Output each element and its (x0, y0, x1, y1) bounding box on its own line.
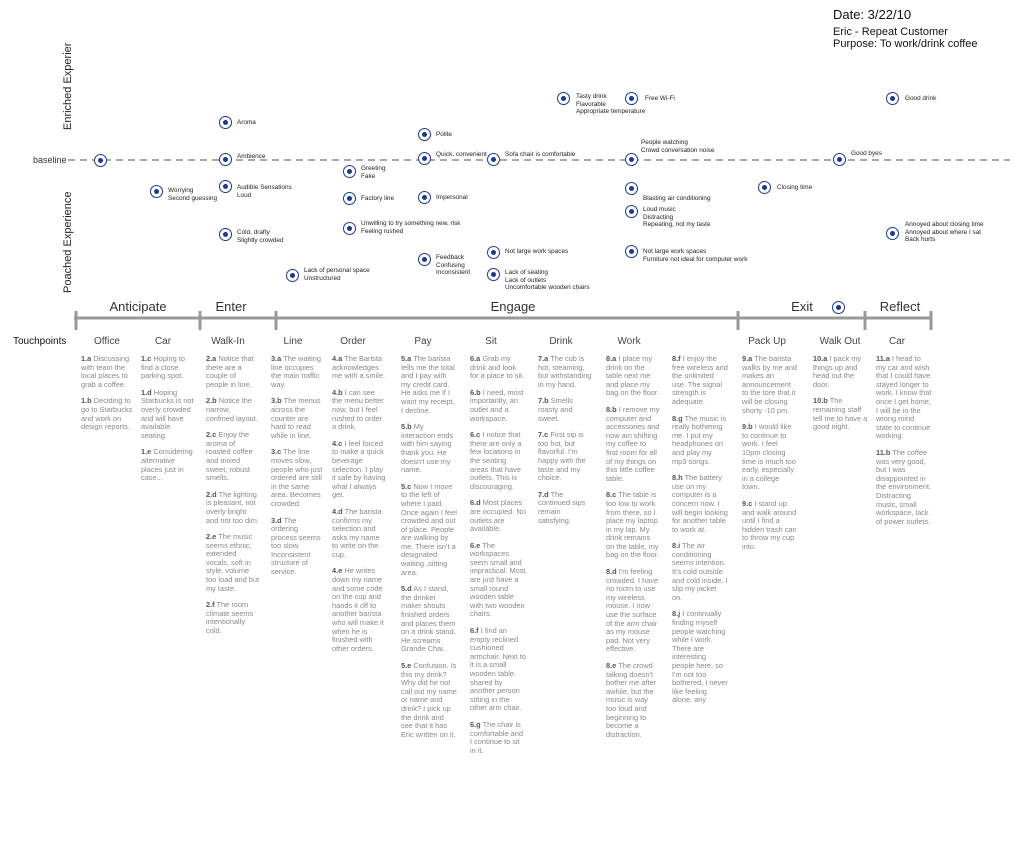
enriched-axis-label: Enriched Experier (62, 42, 74, 130)
note: 7.a The cub is hot, steaming, but withstanding in my hand. (538, 354, 592, 389)
notes-line (271, 355, 325, 585)
note: 2.b Notice the narrow, confined layout. (206, 396, 258, 423)
date-label: Date: 3/22/10 (833, 7, 912, 22)
baseline-label: baseline (33, 155, 67, 165)
touchpoint-line: Line (283, 336, 303, 347)
journey-point-label: Worrying Second guessing (168, 187, 218, 202)
journey-dot (219, 116, 232, 129)
customer-label: Eric - Repeat Customer (833, 26, 948, 38)
journey-dot (758, 181, 771, 194)
note: 6.e The workspaces seem small and impractical. Most are just have a small round wooden table with two wooden chairs. (470, 540, 526, 619)
journey-dot (487, 153, 500, 166)
journey-point-label: Not large work spaces (505, 248, 569, 255)
journey-point-label: Good drink (905, 95, 937, 102)
notes-work-2 (672, 355, 728, 713)
note: 8.c The table is too low to work from there, so I place my laptop in my lap. My drink remains on the table, my bag on the floor. (606, 490, 660, 560)
note: 5.a The barista tells me the total and I pay with my credit card. He asks me if I want my receipt, I decline. (401, 354, 455, 415)
note: 8.b I remove my computer and accessories and now am shifting my coffee to find room for all of my things on this little coffee table. (606, 404, 660, 483)
purpose-label: Purpose: To work/drink coffee (833, 38, 978, 50)
note: 2.c Enjoy the aroma of roasted coffee and mixed sweet, robust smells. (206, 430, 253, 483)
note: 9.a The barista walks by me and makes an announcement to the tore that it will be closing shorty -10 pm. (742, 354, 798, 415)
journey-point-label: People watching Crowd conversation noise (641, 139, 715, 154)
journey-dot (487, 268, 500, 281)
note: 4.c I feel forced to make a quick beverage selection. I play it safe by having what I always get. (332, 438, 386, 500)
notes-walk-in (206, 355, 260, 644)
phase-anticipate: Anticipate (109, 299, 167, 314)
journey-dot (219, 153, 232, 166)
phase-reflect: Reflect (879, 299, 921, 314)
touchpoint-car: Car (154, 336, 172, 347)
touchpoint-drink: Drink (549, 336, 573, 347)
phase-enter: Enter (215, 299, 247, 314)
journey-point-label: Audible Sensations Loud (237, 184, 292, 199)
note: 8.e The crowd talking doesn't bother me after awhile, but the music is way too loud and beginning to become a distraction. (606, 661, 657, 739)
notes-pay (401, 355, 457, 747)
note: 8.i The air conditioning seems intention. It's cold outside and cold inside. I slip my jacket on. (672, 541, 728, 602)
journey-point-label: Good byes (851, 150, 882, 157)
journey-dot (625, 182, 638, 195)
note: 8.a I place my drink on the table next me and place my bag on the floor. (606, 354, 660, 398)
journey-dot (625, 245, 638, 258)
journey-point-label: Closing time (777, 184, 813, 191)
touchpoint-office: Office (94, 336, 120, 347)
journey-dot (219, 180, 232, 193)
notes-drink (538, 355, 594, 533)
note: 1.c Hoping to find a close parking spot. (141, 354, 185, 381)
journey-dot (487, 246, 500, 259)
journey-point-label: Greeting Fake (361, 165, 386, 180)
phase-engage: Engage (490, 299, 536, 314)
touchpoint-car-reflect: Car (888, 336, 906, 347)
touchpoint-walk-out: Walk Out (819, 336, 861, 347)
note: 6.d Most places are occupied. No outlets are available. (470, 498, 526, 534)
note: 10.b The remaining staff tell me to have a good night. (813, 396, 868, 432)
note: 6.c I notice that there are only a few locations in the seating areas that have outlets. This is discouraging. (470, 430, 522, 491)
journey-point-label: Quick, convenient (436, 151, 487, 158)
touchpoint-order: Order (340, 336, 366, 347)
note: 7.d The continued sips remain satisfying. (538, 489, 586, 525)
note: 8.f I enjoy the free wireless and the unlimited use. The signal strength is adequate. (672, 354, 728, 406)
note: 3.b The menus across the counter are hard to read while in line. (271, 396, 321, 440)
note: 10.a I pack my things up and head out the door. (813, 354, 862, 389)
note: 3.d The ordering process seems too slow. Inconsistent structure of service. (271, 515, 321, 577)
note: 5.d As I stand, the drinker maker shouts finished orders and places them on a drink stand. He screams Grande Chai. (401, 584, 456, 654)
touchpoint-work: Work (617, 336, 641, 347)
journey-point-label: Ambience (237, 153, 266, 160)
journey-point-label: Impersonal (436, 194, 468, 201)
journey-dot (418, 253, 431, 266)
journey-point-label: Blasting air conditioning (643, 195, 711, 202)
note: 4.e He writes down my name and some code on the cup and hands it off to another barista who will make it when he is finished with other orders. (332, 566, 384, 653)
notes-walk-out (813, 355, 869, 440)
journey-point-label: Feedback Confusing Inconsistent (436, 254, 471, 277)
journey-point-label: Tasty drink Flavorable Appropriate temperature (576, 93, 646, 116)
note: 6.g The chair is comfortable and I continue to sit in it. (470, 719, 523, 755)
note: 5.e Confusion. Is this my drink? Why did he not call out my name or name and drink? I pick up the drink and see that it has Eric written on it. (401, 661, 457, 739)
journey-point-label: Polite (436, 131, 452, 138)
note: 8.h The battery use on my computer is a concern now. I will begin looking for another table to work at. (672, 473, 728, 534)
journey-point-label: Sofa chair is comfortable (505, 151, 576, 158)
note: 4.b I can see the menu better now, but I feel rushed to order a drink. (332, 387, 384, 432)
notes-car (141, 355, 194, 491)
journey-dot (833, 153, 846, 166)
note: 2.a Notice that there are a couple of people in line. (206, 354, 254, 389)
journey-point-label: Unwilling to try something new, risk Feeling rushed (361, 220, 461, 235)
note: 4.a The Barista acknowledges me with a smile. (332, 354, 385, 381)
note: 8.g The music is really bothering me. I put my headphones on and play my mp3 songs. (672, 413, 727, 466)
notes-office (81, 355, 136, 440)
journey-dot (219, 228, 232, 241)
note: 5.b My interaction ends with him saying thank you. He doesn't use my name. (401, 422, 454, 475)
journey-dot (94, 154, 107, 167)
journey-point-label: Free Wi-Fi (645, 95, 675, 102)
note: 6.b I need, most importantly, an outlet and a workspace. (470, 387, 524, 423)
note: 3.c The line moves slow, people who just ordered are still in the same area. Becomes crowded. (271, 447, 323, 508)
notes-order (332, 355, 387, 661)
journey-point-label: Loud music Distracting Repeating, not my taste (643, 206, 711, 229)
note: 2.f The room climate seems intentionally cold. (206, 600, 254, 636)
notes-sit (470, 355, 526, 763)
journey-dot (286, 269, 299, 282)
journey-dot (832, 301, 845, 314)
journey-point-label: Lack of seating Lack of outlets Uncomfortable wooden chairs (505, 269, 590, 292)
note: 6.a Grab my drink and look for a place to sit. (470, 354, 525, 381)
note: 7.c First sip is too hot, but flavorful. I'm happy with the taste and my choice. (538, 430, 586, 483)
journey-dot (886, 227, 899, 240)
note: 4.d The barista confirms my selection and asks my name to write on the cup. (332, 506, 382, 559)
touchpoint-walk-in: Walk-In (211, 336, 245, 347)
journey-point-label: Aroma (237, 119, 256, 126)
journey-dot (625, 92, 638, 105)
note: 1.b Deciding to go to Starbucks and work on design reports. (81, 396, 133, 432)
journey-point-label: Not large work spaces Furniture not ideal for computer work (643, 248, 748, 263)
note: 7.b Smells roasty and sweet. (538, 396, 573, 423)
journey-dot (343, 192, 356, 205)
journey-dot (625, 153, 638, 166)
journey-point-label: Annoyed about closing time Annoyed about where I sat Back hurts (905, 221, 984, 244)
note: 1.a Discussing with team the local places to grab a coffee. (81, 354, 130, 389)
poached-axis-label: Poached Experience (62, 191, 74, 293)
note: 8.d I'm feeling crowded. I have no room to use my wireless mouse. I now use the surface of the arm chair as my mouse pad. Not very effective. (606, 567, 659, 654)
touchpoint-pack-up: Pack Up (748, 336, 786, 347)
notes-car-reflect (876, 355, 932, 534)
journey-dot (886, 92, 899, 105)
journey-dot (343, 222, 356, 235)
journey-dot (625, 205, 638, 218)
note: 9.c I stand up and walk around until I find a hidden trash can to throw my cup into. (742, 498, 797, 551)
journey-point-label: Factory line (361, 195, 395, 202)
note: 2.d The lighting is pleasant, not overly bright and not too dim. (206, 489, 260, 525)
note: 1.d Hoping Starbucks is not overly crowded and will have available seating. (141, 387, 194, 440)
journey-point-label: Lack of personal space Unstructured (304, 267, 370, 282)
note: 8.j I continually finding myself people watching while I work. There are interesting people here, so I'm not too bothered. I never like feeling alone. any (672, 609, 728, 705)
note: 9.b I would like to continue to work. I feel 10pm closing time is much too early, especially in a college town. (742, 422, 796, 492)
note: 11.b The coffee was very good, but I was disappointed in the environment. Distracting music, small workspace, lack of power outlets. (876, 447, 932, 526)
note: 11.a I head to my car and wish that I could have stayed longer to work. I know that once I get home, I will be in the wrong mind state to continue working. (876, 354, 932, 441)
journey-dot (150, 185, 163, 198)
note: 1.e Considering alternative places just in case... (141, 447, 193, 483)
journey-dot (418, 191, 431, 204)
journey-dot (557, 92, 570, 105)
note: 3.a The waiting line occupies the main traffic way. (271, 354, 321, 389)
touchpoint-pay: Pay (414, 336, 432, 347)
note: 2.e The music seems ethnic, extended vocals, soft in style, volume too load and but my taste. (206, 532, 260, 593)
phase-exit: Exit (791, 299, 813, 314)
journey-dot (418, 128, 431, 141)
journey-dot (418, 152, 431, 165)
note: 6.f I find an empty reclined cushioned armchair. Next to it is a small wooden table shared by another person sitting in the other arm chair. (470, 626, 526, 713)
touchpoint-sit: Sit (485, 336, 497, 347)
touchpoints-label: Touchpoints (13, 336, 67, 347)
journey-dot (343, 165, 356, 178)
note: 5.c Now I move to the left of where I paid. Once again I feel crowded and out of place. People are walking by me. There isn't a designated waiting ,sitting area. (401, 481, 457, 577)
notes-pack-up (742, 355, 798, 559)
journey-point-label: Cold, drafty Slightly crowded (237, 229, 284, 244)
notes-work-1 (606, 355, 660, 747)
